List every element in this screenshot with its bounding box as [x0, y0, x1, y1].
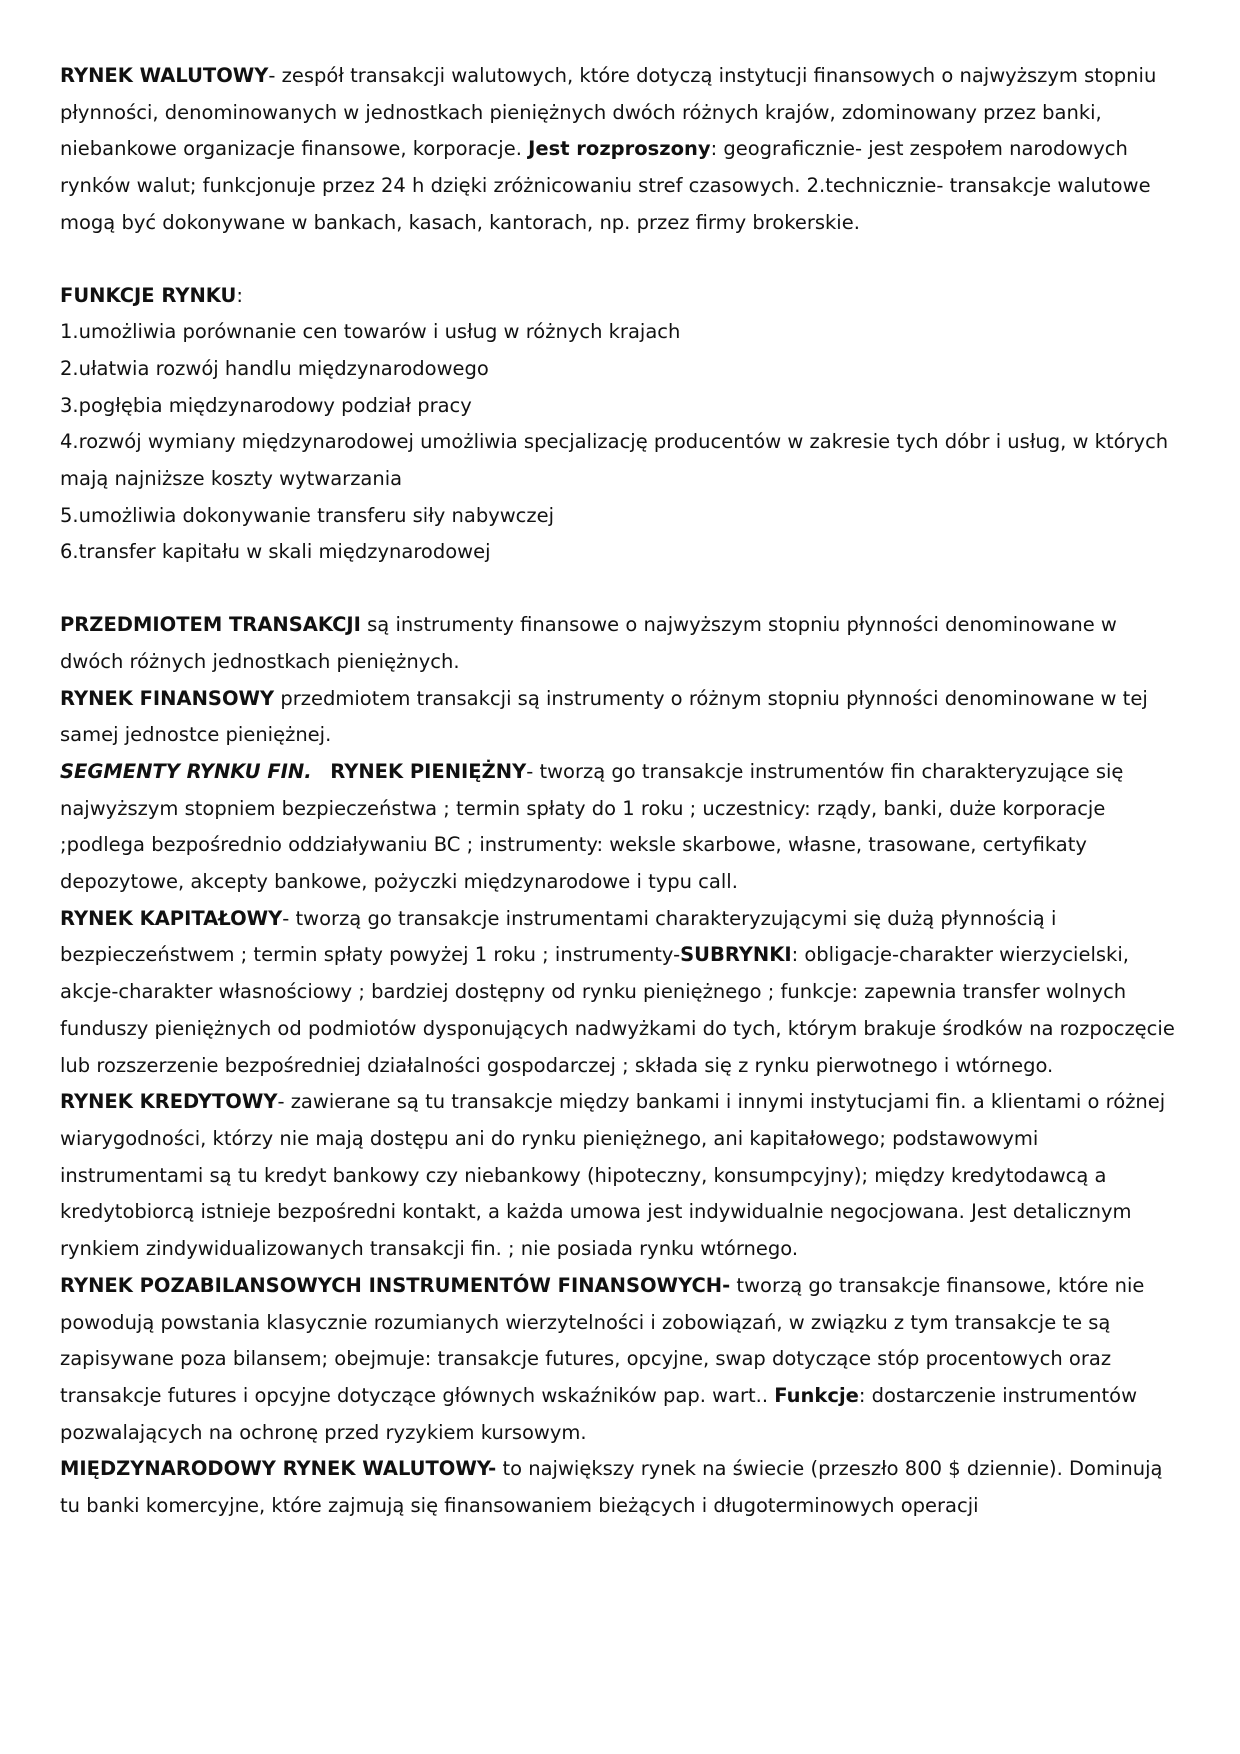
list-item: 2.ułatwia rozwój handlu międzynarodowego	[60, 356, 489, 380]
paragraph-rynek-pieniezny	[60, 754, 1180, 901]
term-przedmiotem-transakcji: PRZEDMIOTEM TRANSAKCJI	[60, 613, 361, 637]
emph-funkcje: Funkcje	[774, 1383, 859, 1407]
term-rynek-pieniezny: RYNEK PIENIĘŻNY	[330, 759, 527, 783]
paragraph-pozabilansowe	[60, 1268, 1180, 1452]
spacer	[60, 242, 1180, 278]
term-rynek-walutowy: RYNEK WALUTOWY	[60, 64, 269, 87]
paragraph-rynek-walutowy	[60, 58, 1180, 242]
list-item: 5.umożliwia dokonywanie transferu siły nabywczej	[60, 503, 555, 527]
emph-subrynki: SUBRYNKI	[680, 943, 792, 967]
term-rynek-finansowy: RYNEK FINANSOWY	[60, 686, 275, 710]
functions-heading-colon: :	[236, 283, 243, 307]
text-rynek-walutowy-b: : geograficznie- jest zespołem narodowych rynków walut; funkcjonuje przez 24 h dzięki zróżnicowaniu stref czasowych. 2.technicznie- transakcje walutowe mogą być dokonywane w bankach, kasach, kantorach, np. przez firmy brokerskie.	[60, 137, 1151, 234]
list-item: 3.pogłębia międzynarodowy podział pracy	[60, 393, 472, 417]
text-rynek-kredytowy: - zawierane są tu transakcje między bankami i innymi instytucjami fin. a klientami o różnej wiarygodności, którzy nie mają dostępu ani do rynku pieniężnego, ani kapitałowego; podstawowymi instrumentami są tu kredyt bankowy czy niebankowy (hipoteczny, konsumpcyjny); między kredytodawcą a kredytobiorcą istnieje bezpośredni kontakt, a każda umowa jest indywidualnie negocjowana. Jest detalicznym rynkiem zindywidualizowanych transakcji fin. ; nie posiada rynku wtórnego.	[60, 1090, 1166, 1261]
text-pozabilansowe-b: : dostarczenie instrumentów pozwalających na ochronę przed ryzykiem kursowym.	[60, 1383, 1138, 1444]
term-pozabilansowe: RYNEK POZABILANSOWYCH INSTRUMENTÓW FINANSOWYCH-	[60, 1273, 731, 1297]
paragraph-rynek-finansowy	[60, 681, 1180, 754]
paragraph-przedmiot-transakcji	[60, 607, 1180, 680]
text-przedmiotem-transakcji: są instrumenty finansowe o najwyższym stopniu płynności denominowane w dwóch różnych jednostkach pieniężnych.	[60, 613, 1117, 673]
term-miedzynarodowy-rynek: MIĘDZYNARODOWY RYNEK WALUTOWY-	[60, 1457, 497, 1481]
emph-jest-rozproszony: Jest rozproszony	[528, 137, 711, 161]
paragraph-rynek-kredytowy	[60, 1084, 1180, 1268]
text-miedzynarodowy-rynek: to największy rynek na świecie (przeszło 800 $ dziennie). Dominują tu banki komercyjne, które zajmują się finansowaniem bieżących i długoterminowych operacji	[60, 1457, 1163, 1518]
term-rynek-kapitalowy: RYNEK KAPITAŁOWY	[60, 906, 283, 930]
list-item: 6.transfer kapitału w skali międzynarodowej	[60, 540, 491, 564]
paragraph-miedzynarodowy-rynek	[60, 1451, 1180, 1524]
functions-heading: FUNKCJE RYNKU	[60, 283, 237, 307]
text-rynek-pieniezny: - tworzą go transakcje instrumentów fin charakteryzujące się najwyższym stopniem bezpieczeństwa ; termin spłaty do 1 roku ; uczestnicy: rządy, banki, duże korporacje ;podlega bezpośrednio oddziaływaniu BC ; instrumenty: weksle skarbowe, własne, trasowane, certyfikaty depozytowe, akcepty bankowe, pożyczki międzynarodowe i typu call.	[60, 759, 1124, 894]
list-item: 4.rozwój wymiany międzynarodowej umożliwia specjalizację producentów w zakresie tych dóbr i usług, w których mają najniższe koszty wytwarzania	[60, 430, 1169, 491]
text-rynek-kapitalowy-a: - tworzą go transakcje instrumentami charakteryzującymi się dużą płynnością i bezpieczeństwem ; termin spłaty powyżej 1 roku ; instrumenty-	[60, 906, 1057, 967]
functions-section	[60, 278, 1180, 572]
list-item: 1.umożliwia porównanie cen towarów i usług w różnych krajach	[60, 320, 681, 344]
text-rynek-finansowy: przedmiotem transakcji są instrumenty o różnym stopniu płynności denominowane w tej samej jednostce pieniężnej.	[60, 686, 1148, 747]
spacer	[60, 571, 1180, 607]
text-rynek-kapitalowy-b: : obligacje-charakter wierzycielski, akcje-charakter własnościowy ; bardziej dostępny od rynku pieniężnego ; funkcje: zapewnia transfer wolnych funduszy pieniężnych od podmiotów dysponujących nadwyżkami do tych, którym brakuje środków na rozpoczęcie lub rozszerzenie bezpośredniej działalności gospodarczej ; składa się z rynku pierwotnego i wtórnego.	[60, 943, 1175, 1077]
segments-label: SEGMENTY RYNKU FIN.	[60, 759, 312, 783]
text-pozabilansowe-a: tworzą go transakcje finansowe, które nie powodują powstania klasycznie rozumianych wierzytelności i zobowiązań, w związku z tym transakcje te są zapisywane poza bilansem; obejmuje: transakcje futures, opcyjne, swap dotyczące stóp procentowych oraz transakcje futures i opcyjne dotyczące głównych wskaźników pap. wart..	[60, 1273, 1145, 1407]
paragraph-rynek-kapitalowy	[60, 901, 1180, 1085]
text-rynek-walutowy-a: - zespół transakcji walutowych, które dotyczą instytucji finansowych o najwyższym stopniu płynności, denominowanych w jednostkach pieniężnych dwóch różnych krajów, zdominowany przez banki, niebankowe organizacje finansowe, korporacje.	[60, 64, 1157, 161]
term-rynek-kredytowy: RYNEK KREDYTOWY	[60, 1090, 278, 1114]
